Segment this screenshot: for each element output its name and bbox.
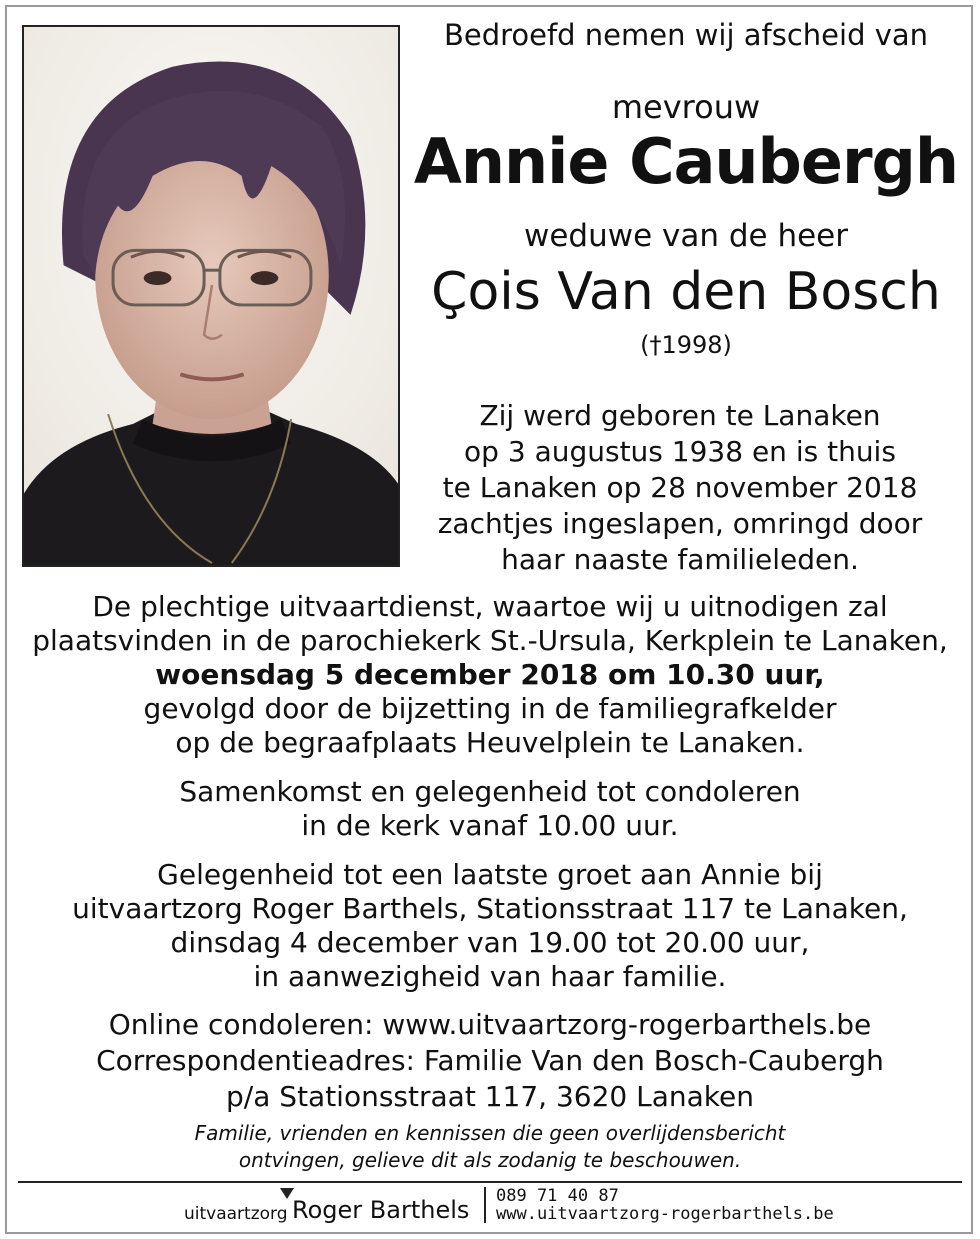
gathering-line: Samenkomst en gelegenheid tot condoleren	[179, 775, 801, 808]
birth-line: te Lanaken op 28 november 2018	[442, 471, 918, 504]
service-line: De plechtige uitvaartdienst, waartoe wij u uitnodigen zal	[92, 590, 888, 623]
portrait-photo	[22, 25, 400, 567]
farewell-line: uitvaartzorg Roger Barthels, Stationsstraat 117 te Lanaken,	[72, 892, 908, 925]
footer-separator	[484, 1187, 486, 1223]
birth-line: Zij werd geboren te Lanaken	[479, 399, 881, 432]
birth-line: zachtjes ingeslapen, omringd door	[437, 507, 923, 540]
birth-line: haar naaste familieleden.	[501, 543, 859, 576]
birth-paragraph	[420, 398, 940, 578]
intro-text: Bedroefd nemen wij afscheid van	[443, 18, 929, 52]
farewell-paragraph	[20, 858, 960, 994]
gathering-line: in de kerk vanaf 10.00 uur.	[301, 809, 679, 842]
spouse-name: Çois Van den Bosch	[431, 262, 941, 322]
contact-paragraph	[20, 1007, 960, 1115]
service-line: op de begraafplaats Heuvelplein te Lanaken.	[175, 726, 805, 759]
service-line: plaatsvinden in de parochiekerk St.-Ursula, Kerkplein te Lanaken,	[32, 624, 948, 657]
gathering-paragraph	[20, 775, 960, 843]
footer-divider	[18, 1181, 962, 1183]
service-date: woensdag 5 december 2018 om 10.30 uur,	[155, 658, 825, 691]
footer-phone: 089 71 40 87	[496, 1186, 619, 1206]
farewell-line: Gelegenheid tot een laatste groet aan Annie bij	[157, 858, 823, 891]
footer-website: www.uitvaartzorg-rogerbarthels.be	[496, 1204, 834, 1224]
spouse-death-year: (†1998)	[640, 331, 732, 359]
footer-company: Roger Barthels	[292, 1196, 470, 1224]
portrait-image	[24, 27, 398, 565]
widow-of-text: weduwe van de heer	[523, 218, 849, 254]
address-line: p/a Stationsstraat 117, 3620 Lanaken	[226, 1080, 754, 1113]
service-paragraph	[20, 590, 960, 760]
footer-prefix: uitvaartzorg	[184, 1204, 288, 1224]
honorific: mevrouw	[611, 88, 761, 126]
disclaimer-line: Familie, vrienden en kennissen die geen overlijdensbericht	[194, 1121, 786, 1145]
deceased-name: Annie Caubergh	[413, 125, 959, 198]
disclaimer-line: ontvingen, gelieve dit als zodanig te beschouwen.	[238, 1148, 742, 1172]
birth-line: op 3 augustus 1938 en is thuis	[464, 435, 896, 468]
online-condolence-line: Online condoleren: www.uitvaartzorg-rogerbarthels.be	[108, 1008, 872, 1041]
farewell-line: dinsdag 4 december van 19.00 tot 20.00 uur,	[170, 926, 810, 959]
farewell-line: in aanwezigheid van haar familie.	[253, 960, 727, 993]
footer	[0, 1184, 980, 1234]
disclaimer-text	[20, 1120, 960, 1174]
service-line: gevolgd door de bijzetting in de familiegrafkelder	[143, 692, 837, 725]
correspondence-line: Correspondentieadres: Familie Van den Bosch-Caubergh	[96, 1044, 884, 1077]
